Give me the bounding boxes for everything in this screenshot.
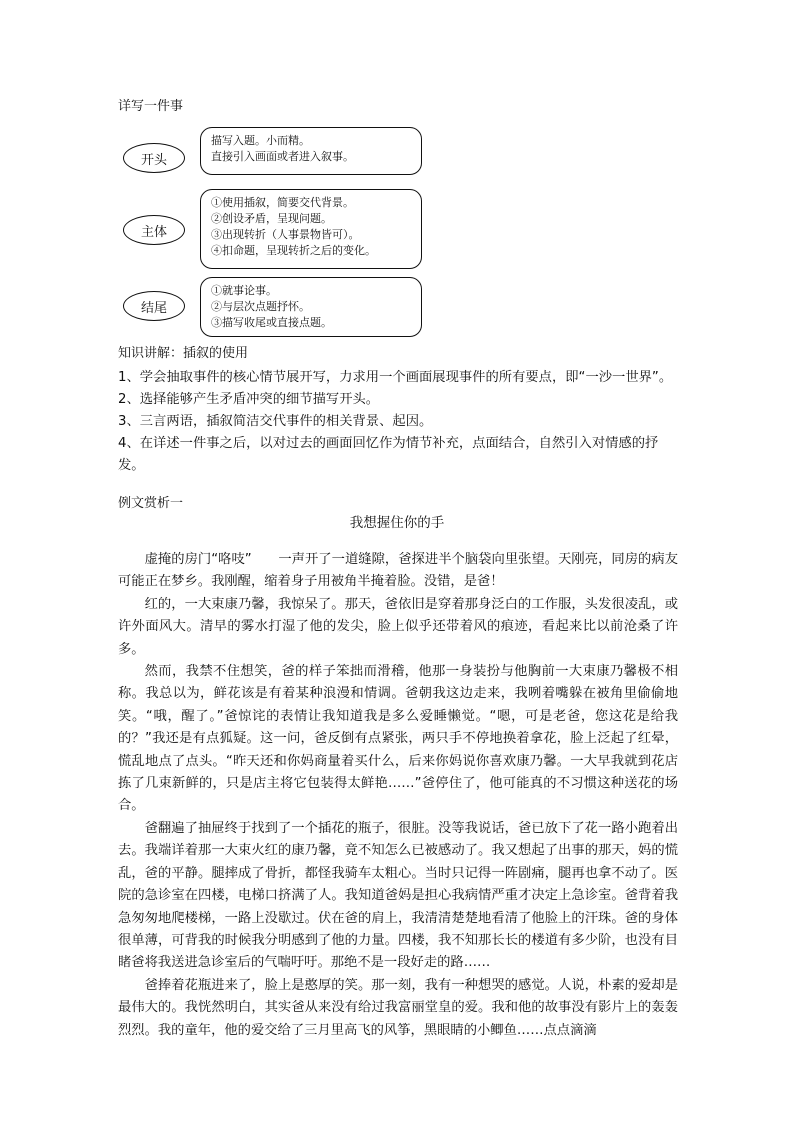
point-item: 2、选择能够产生矛盾冲突的细节描写开头。 [118,392,380,407]
diagram-line: ①就事论事。 [211,284,277,297]
essay-paragraph: 爸翻遍了抽屉终于找到了一个插花的瓶子，很脏。没等我说话，爸已放下了花一路小跑着出去。我端详着那一大束火红的康乃馨，竟不知怎么已被感动了。我又想起了出事的那天，妈的慌乱，爸的平静。腿摔成了骨折，都怪我骑车太粗心。当时只记得一阵剧痛，腿再也拿不动了。医院的急诊室在四楼，电梯口挤满了人。我知道爸妈是担心我病情严重才决定上急诊室。爸背着我急匆匆地爬楼梯，一路上没歇过。伏在爸的肩上，我清清楚楚地看清了他脸上的汗珠。爸的身体很单薄，可背我的时候我分明感到了他的力量。四楼，我不知那长长的楼道有多少阶，也没有目睹爸将我送进急诊室后的气喘吁吁。那绝不是一段好走的路…… [118,820,678,971]
section-heading-detail: 详写一件事 [118,99,184,114]
points-list [118,367,678,477]
knowledge-heading: 知识讲解：插叙的使用 [118,346,249,361]
diagram-line: ①使用插叙，简要交代背景。 [211,196,354,209]
diagram-line: ②创设矛盾，呈现问题。 [211,212,332,225]
diagram-row-body [118,189,428,269]
essay-paragraph: 虚掩的房门“咯吱” 一声开了一道缝隙，爸探进半个脑袋向里张望。天刚亮，同房的病友可能正在梦乡。我刚醒，缩着身子用被角半掩着脸。没错，是爸！ [118,552,678,590]
diagram-line: ③描写收尾或直接点题。 [211,316,332,329]
diagram-line: 直接引入画面或者进入叙事。 [211,150,354,163]
diagram-oval-ending: 结尾 [123,291,185,321]
diagram-line: ②与层次点题抒怀。 [211,300,310,313]
diagram-box-body [200,189,422,269]
diagram-box-opening [200,127,422,175]
diagram-row-opening [118,127,428,175]
diagram-box-ending [200,277,422,337]
diagram-line: 描写入题。小而精。 [211,134,310,147]
essay-paragraph: 然而，我禁不住想笑，爸的样子笨拙而滑稽，他那一身装扮与他胸前一大束康乃馨极不相称。我总以为，鲜花该是有着某种浪漫和情调。爸朝我这边走来，我咧着嘴躲在被角里偷偷地笑。“哦，醒了。”爸惊诧的表情让我知道我是多么爱睡懒觉。“嗯，可是老爸，您这花是给我的？”我还是有点狐疑。这一问，爸反倒有点紧张，两只手不停地换着拿花，脸上泛起了红晕，慌乱地点了点头。“昨天还和你妈商量着买什么，后来你妈说你喜欢康乃馨。一大早我就到花店拣了几束新鲜的，只是店主将它包装得太鲜艳……”爸停住了，他可能真的不习惯这种送花的场合。 [118,664,678,814]
diagram-line: ④扣命题，呈现转折之后的变化。 [211,244,376,257]
diagram-oval-body: 主体 [123,215,185,245]
diagram-line: ③出现转折（人事景物皆可）。 [211,228,360,241]
essay-paragraph: 爸捧着花瓶进来了，脸上是憨厚的笑。那一刻，我有一种想哭的感觉。人说，朴素的爱却是最伟大的。我恍然明白，其实爸从来没有给过我富丽堂皇的爱。我和他的故事没有影片上的轰轰烈烈。我的童年，他的爱交给了三月里高飞的风筝，黑眼睛的小鲫鱼……点点滴滴 [118,977,678,1038]
point-item: 3、三言两语，插叙简洁交代事件的相关背景、起因。 [118,414,433,429]
diagram-oval-opening: 开头 [123,143,185,173]
example-heading: 例文赏析一 [118,496,184,511]
essay-paragraph: 红的，一大束康乃馨，我惊呆了。那天，爸依旧是穿着那身泛白的工作服，头发很凌乱，或许外面风大。清早的雾水打湿了他的发尖，脸上似乎还带着风的痕迹，看起来比以前沧桑了许多。 [118,596,678,657]
essay-title: 我想握住你的手 [349,515,445,531]
point-item: 4、在详述一件事之后，以对过去的画面回忆作为情节补充，点面结合，自然引入对情感的抒发。 [118,436,659,473]
point-item: 1、学会抽取事件的核心情节展开写，力求用一个画面展现事件的所有要点，即“一沙一世界”。 [118,370,673,385]
essay-body [118,549,678,1042]
diagram-row-ending [118,277,428,337]
